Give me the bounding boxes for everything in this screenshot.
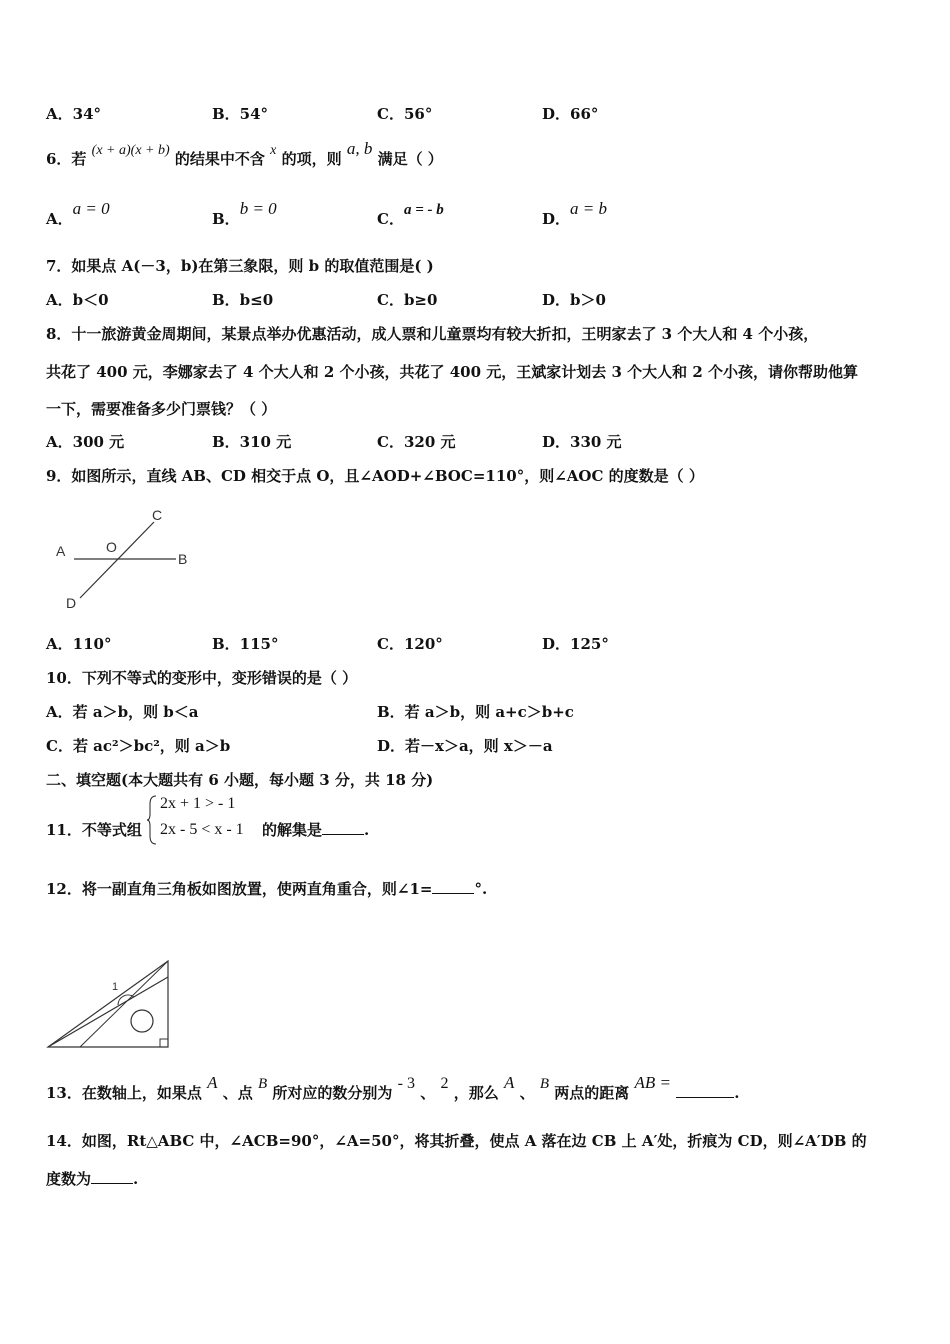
q11-inequality-2: 2x - 5 < x - 1	[160, 821, 244, 838]
q6-option-c: C．a = - b	[377, 202, 444, 228]
question-12: 12．将一副直角三角板如图放置，使两直角重合，则∠1= °.	[46, 880, 488, 898]
q7-option-a: A．b＜0	[46, 291, 109, 309]
q9-option-b: B．115°	[212, 635, 279, 653]
triangle-small-edge	[80, 961, 168, 1047]
question-14-line1: 14．如图，Rt△ABC 中，∠ACB=90°，∠A=50°，将其折叠，使点 A 落在边 CB 上 A′处，折痕为 CD，则∠A′DB 的	[46, 1132, 867, 1150]
q8-option-b: B．310 元	[212, 433, 292, 451]
q10-option-a: A．若 a＞b，则 b＜a	[46, 703, 199, 721]
circle-hole	[131, 1010, 153, 1032]
label-c: C	[152, 507, 163, 523]
q10-option-c: C．若 ac²＞bc²，则 a＞b	[46, 737, 231, 755]
label-b: B	[178, 551, 188, 567]
question-7: 7．如果点 A(－3，b)在第三象限，则 b 的取值范围是( )	[46, 257, 434, 275]
q11-brace	[146, 794, 158, 846]
triangle-edge	[48, 977, 168, 1047]
section-2-title: 二、填空题(本大题共有 6 小题，每小题 3 分，共 18 分)	[46, 771, 434, 789]
label-o: O	[106, 539, 117, 555]
q5-option-a: A．34°	[46, 105, 102, 123]
q9-option-d: D．125°	[542, 635, 609, 653]
q7-option-b: B．b≤0	[212, 291, 274, 309]
q5-option-b: B．54°	[212, 105, 269, 123]
line-cd	[80, 522, 154, 598]
question-11-prefix: 11．不等式组	[46, 821, 142, 839]
angle-1-label: 1	[112, 981, 119, 993]
question-8-line1: 8．十一旅游黄金周期间，某景点举办优惠活动，成人票和儿童票均有较大折扣，王明家去了 3 个大人和 4 个小孩，	[46, 325, 819, 343]
question-9: 9．如图所示，直线 AB、CD 相交于点 O，且∠AOD+∠BOC=110°，则∠AOC 的度数是（ ）	[46, 467, 704, 485]
q8-option-a: A．300 元	[46, 433, 125, 451]
question-8-line2: 共花了 400 元，李娜家去了 4 个大人和 2 个小孩，共花了 400 元，王斌家计划去 3 个大人和 2 个小孩，请你帮助他算	[46, 363, 859, 381]
q5-option-c: C．56°	[377, 105, 433, 123]
q10-option-d: D．若－x＞a，则 x＞－a	[377, 737, 553, 755]
right-angle-mark	[160, 1039, 168, 1047]
q9-option-a: A．110°	[46, 635, 112, 653]
q6-option-b: B．b = 0	[212, 199, 277, 228]
q12-figure	[44, 955, 174, 1050]
q6-expression: (x + a)(x + b)	[91, 143, 170, 158]
q8-option-c: C．320 元	[377, 433, 456, 451]
question-13: 13．在数轴上，如果点 A 、点 B 所对应的数分别为 - 3 、 2 ，那么 A 、 B 两点的距离 AB = .	[46, 1073, 740, 1102]
q11-inequality-1: 2x + 1 > - 1	[160, 795, 236, 812]
label-a: A	[56, 543, 66, 559]
q6-option-d: D．a = b	[542, 199, 607, 228]
q7-option-d: D．b＞0	[542, 291, 606, 309]
q9-option-c: C．120°	[377, 635, 443, 653]
label-d: D	[66, 595, 77, 611]
q5-option-d: D．66°	[542, 105, 599, 123]
q7-option-c: C．b≥0	[377, 291, 438, 309]
q6-option-a: A．a = 0	[46, 199, 110, 228]
question-8-line3: 一下，需要准备多少门票钱？（ ）	[46, 400, 277, 418]
q8-option-d: D．330 元	[542, 433, 622, 451]
q9-figure	[46, 500, 206, 620]
triangle-large	[48, 961, 168, 1047]
question-6: 6．若 (x + a)(x + b) 的结果中不含 x 的项，则 a, b 满足（ ）	[46, 139, 443, 168]
question-10: 10．下列不等式的变形中，变形错误的是（ ）	[46, 669, 358, 687]
q10-option-b: B．若 a＞b，则 a+c＞b+c	[377, 703, 574, 721]
question-14-line2: 度数为 .	[46, 1170, 139, 1188]
question-11-suffix: 的解集是 .	[262, 821, 370, 839]
